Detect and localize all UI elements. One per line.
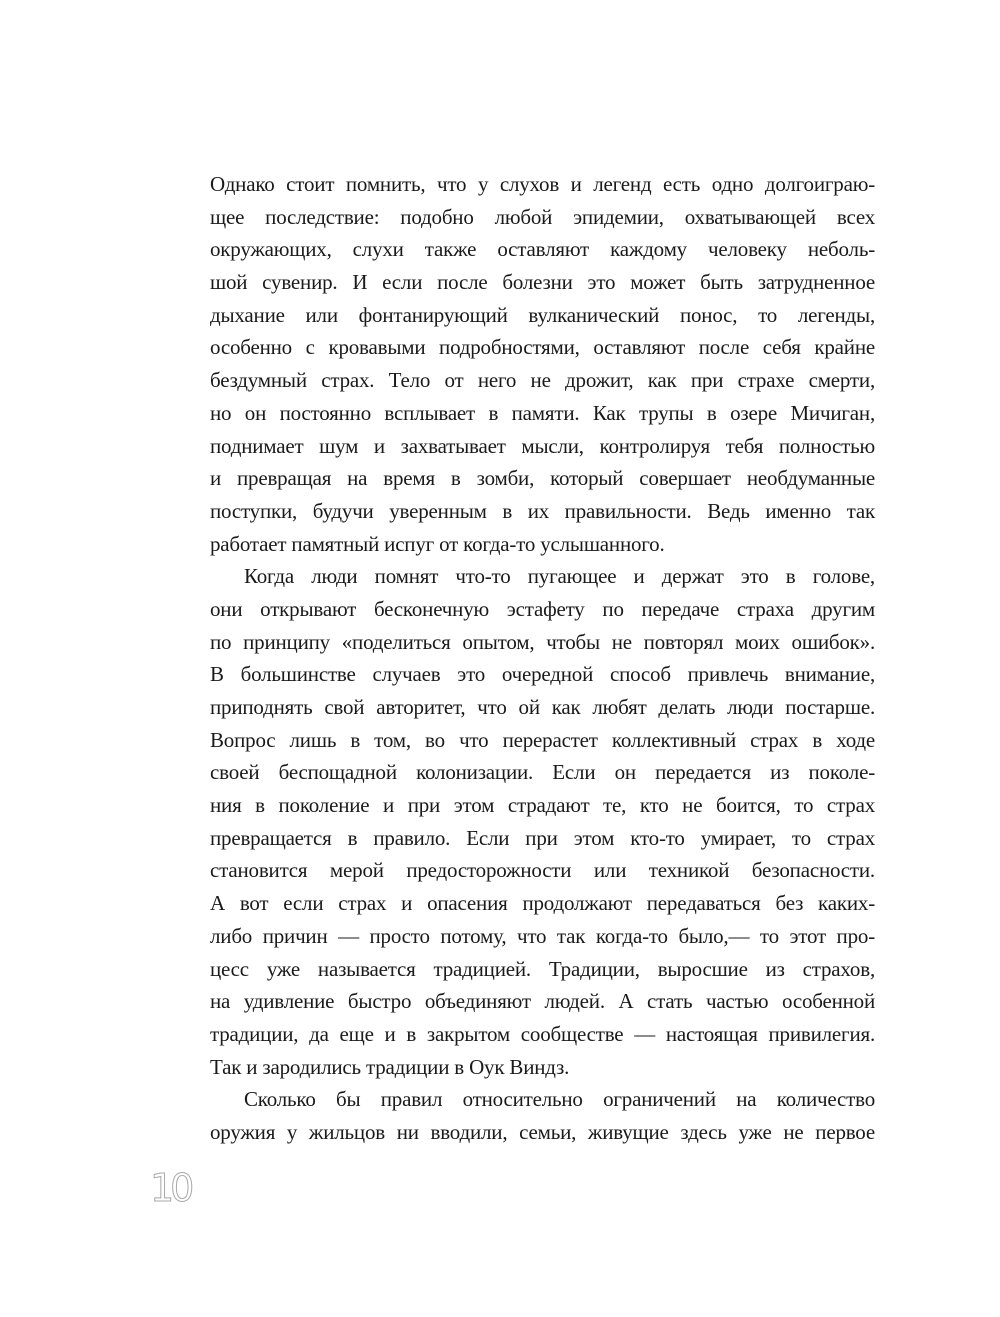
text-line: традиции, да еще и в закрытом сообществе — настоящая привилегия. — [210, 1021, 875, 1046]
page-number: 10 — [150, 1166, 191, 1210]
text-line: Сколько бы правил относительно ограничений на количество — [244, 1087, 875, 1112]
text-line: цесс уже называется традицией. Традиции, выросшие из страхов, — [210, 956, 875, 981]
text-line: шой сувенир. И если после болезни это может быть затрудненное — [210, 270, 875, 295]
text-line: поступки, будучи уверенным в их правильности. Ведь именно так — [210, 498, 875, 523]
text-line: работает памятный испуг от когда-то услышанного. — [210, 531, 665, 556]
text-line: по принципу «поделиться опытом, чтобы не повторял моих ошибок». — [210, 629, 875, 654]
text-line: А вот если страх и опасения продолжают передаваться без каких- — [210, 891, 875, 916]
text-line: В большинстве случаев это очередной способ привлечь внимание, — [210, 662, 875, 687]
paragraph — [210, 560, 875, 1083]
text-line: бездумный страх. Тело от него не дрожит, как при страхе смерти, — [210, 368, 875, 393]
text-line: особенно с кровавыми подробностями, оставляют после себя крайне — [210, 335, 875, 360]
text-line: приподнять свой авторитет, что ой как любят делать люди постарше. — [210, 695, 875, 719]
body-text — [210, 168, 875, 1149]
text-line: но он постоянно всплывает в памяти. Как трупы в озере Мичиган, — [210, 400, 875, 425]
text-line: окружающих, слухи также оставляют каждому человеку неболь- — [210, 237, 875, 262]
paragraph — [210, 168, 875, 560]
text-line: оружия у жильцов ни вводили, семьи, живущие здесь уже не первое — [210, 1119, 875, 1144]
text-line: поднимает шум и захватывает мысли, контролируя тебя полностью — [210, 433, 875, 458]
text-line: щее последствие: подобно любой эпидемии, охватывающей всех — [210, 204, 875, 229]
text-line: они открывают бесконечную эстафету по передаче страха другим — [210, 596, 875, 621]
text-line: Так и зародились традиции в Оук Виндз. — [210, 1054, 570, 1079]
text-line: ния в поколение и при этом страдают те, кто не боится, то страх — [210, 793, 875, 818]
text-line: и превращая на время в зомби, который совершает необдуманные — [210, 466, 875, 491]
paragraph — [210, 1083, 875, 1148]
text-line: превращается в правило. Если при этом кто-то умирает, то страх — [210, 825, 875, 850]
text-line: на удивление быстро объединяют людей. А стать частью особенной — [210, 989, 875, 1014]
text-line: становится мерой предосторожности или техникой безопасности. — [210, 858, 875, 883]
text-line: своей беспощадной колонизации. Если он передается из поколе- — [210, 760, 875, 785]
text-line: Однако стоит помнить, что у слухов и легенд есть одно долгоиграю- — [210, 172, 875, 196]
text-line: либо причин — просто потому, что так когда-то было,— то этот про- — [210, 923, 875, 948]
text-line: дыхание или фонтанирующий вулканический понос, то легенды, — [210, 302, 875, 327]
text-line: Вопрос лишь в том, во что перерастет коллективный страх в ходе — [210, 727, 875, 752]
text-line: Когда люди помнят что-то пугающее и держат это в голове, — [244, 564, 875, 589]
